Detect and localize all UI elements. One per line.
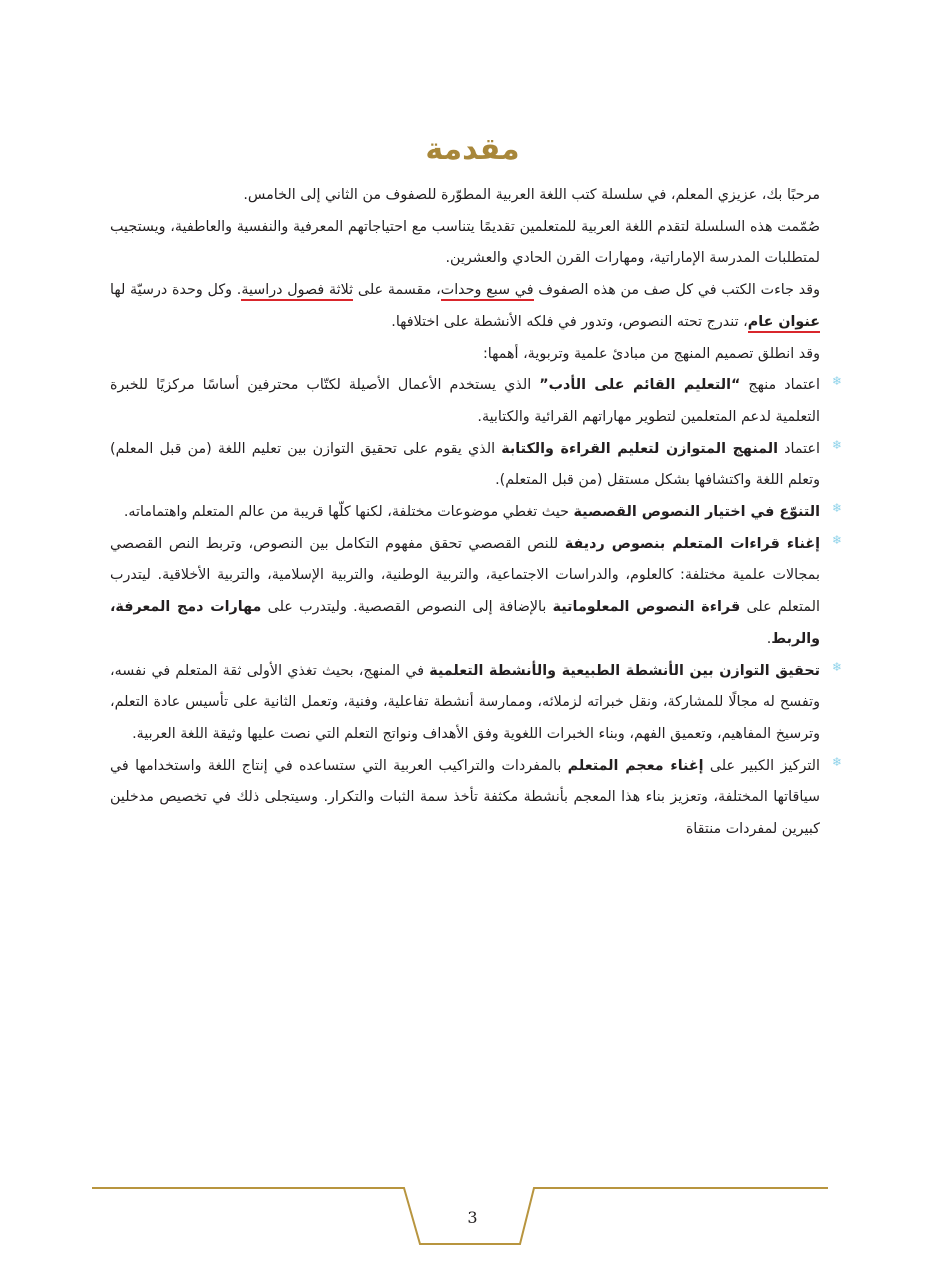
bullet-text: . xyxy=(766,630,772,647)
bullet-highlight: مهارات دمج المعرفة، والربط xyxy=(110,599,820,647)
snowflake-bullet-icon: ❄ xyxy=(831,659,842,674)
bullet-text: اعتماد xyxy=(778,440,820,457)
list-item xyxy=(110,529,842,656)
bullet-text: حيث تغطي موضوعات مختلفة، لكنها كلّها قريبة من عالم المتعلم واهتماماته. xyxy=(123,504,574,521)
bullet-text: للنص القصصي تحقق مفهوم التكامل بين النصوص، وتربط النص القصصي بمجالات علمية مختلفة: كالعلوم، والدراسات الاجتماعية، والتربية الوطنية، والتربية الإسلامية، والتربية الأخلاقية. ليتدرب المتعلم على xyxy=(110,535,820,616)
list-item xyxy=(110,370,842,433)
bullet-highlight: تحقيق التوازن بين الأنشطة الطبيعية والأنشطة التعلمية xyxy=(429,662,820,679)
bullet-text: الذي يستخدم الأعمال الأصيلة لكتّاب محترفين أساسًا مركزيًا للخبرة التعلمية لدعم المتعلمين لتطوير مهاراتهم القرائية والكتابية. xyxy=(110,377,820,425)
units-paragraph xyxy=(110,275,820,338)
footer-decoration xyxy=(0,1180,945,1276)
units-text-1: وقد جاءت الكتب في كل صف من هذه الصفوف xyxy=(533,282,820,299)
bullet-highlight: “التعليم القائم على الأدب” xyxy=(539,377,741,394)
page-number: 3 xyxy=(467,1208,478,1227)
bullet-highlight: التنوّع في اختيار النصوص القصصية xyxy=(573,504,820,521)
list-item xyxy=(110,497,842,529)
bullet-highlight: إغناء معجم المتعلم xyxy=(567,757,704,774)
intro-paragraph-1: مرحبًا بك، عزيزي المعلم، في سلسلة كتب اللغة العربية المطوّرة للصفوف من الثاني إلى الخامس. xyxy=(243,187,820,203)
principles-list xyxy=(110,370,842,846)
list-item xyxy=(110,434,842,497)
bullet-text: الذي يقوم على تحقيق التوازن بين تعليم اللغة (من قبل المعلم) وتعلم اللغة واكتشافها بشكل مستقل (من قبل المتعلم). xyxy=(110,440,820,489)
units-text-3: . وكل وحدة درسيّة لها xyxy=(110,282,242,299)
semesters-underlined: ثلاثة فصول دراسية xyxy=(241,282,353,301)
list-item xyxy=(110,656,842,751)
page-title: مقدمة xyxy=(425,132,520,167)
principles-intro: وقد انطلق تصميم المنهج من مبادئ علمية وتربوية، أهمها: xyxy=(482,345,820,362)
snowflake-bullet-icon: ❄ xyxy=(831,532,842,547)
bullet-text: اعتماد منهج xyxy=(740,377,821,394)
units-text-2: ، مقسمة على xyxy=(353,282,441,299)
list-item xyxy=(110,751,842,846)
body-text xyxy=(110,180,842,846)
general-title-underlined: عنوان عام xyxy=(748,314,820,333)
bullet-text: بالمفردات والتراكيب العربية التي ستساعده في إنتاج اللغة واستخدامها في سياقاتها المختلفة، وتعزيز بناء هذا المعجم بأنشطة مكثفة تأخذ سمة الثبات والتكرار. وسيتجلى ذلك في تخصيص مدخلين كبيرين لمفردات منتقاة xyxy=(110,757,820,838)
units-text-4: ، تندرج تحته النصوص، وتدور في فلكه الأنشطة على اختلافها. xyxy=(391,313,748,330)
snowflake-bullet-icon: ❄ xyxy=(831,754,842,769)
bullet-highlight: المنهج المتوازن لتعليم القراءة والكتابة xyxy=(501,440,779,457)
bullet-highlight: إغناء قراءات المتعلم بنصوص رديفة xyxy=(564,535,821,552)
bullet-text: بالإضافة إلى النصوص القصصية. وليتدرب على xyxy=(261,599,553,616)
bullet-highlight: قراءة النصوص المعلوماتية xyxy=(552,599,741,616)
snowflake-bullet-icon: ❄ xyxy=(831,437,842,452)
snowflake-bullet-icon: ❄ xyxy=(831,501,842,516)
snowflake-bullet-icon: ❄ xyxy=(831,374,842,389)
units-count-underlined: في سبع وحدات xyxy=(441,282,534,301)
bullet-text: في المنهج، بحيث تغذي الأولى ثقة المتعلم في نفسه، وتفسح له مجالًا للمشاركة، ونقل خبراته لزملائه، وممارسة أنشطة تفاعلية، وفنية، وتعمل الثانية على تأسيس عادة التعلم، وترسيخ المفاهيم، وتعميق الفهم، وبناء الخبرات اللغوية وفق الأهداف ونواتج التعلم التي نصت عليها وثيقة اللغة العربية. xyxy=(110,662,820,742)
bullet-text: التركيز الكبير على xyxy=(703,757,820,774)
intro-paragraph-2: صُمّمت هذه السلسلة لتقدم اللغة العربية للمتعلمين تقديمًا يتناسب مع احتياجاتهم المعرفية والنفسية والعاطفية، ويستجيب لمتطلبات المدرسة الإماراتية، ومهارات القرن الحادي والعشرين. xyxy=(110,218,820,267)
